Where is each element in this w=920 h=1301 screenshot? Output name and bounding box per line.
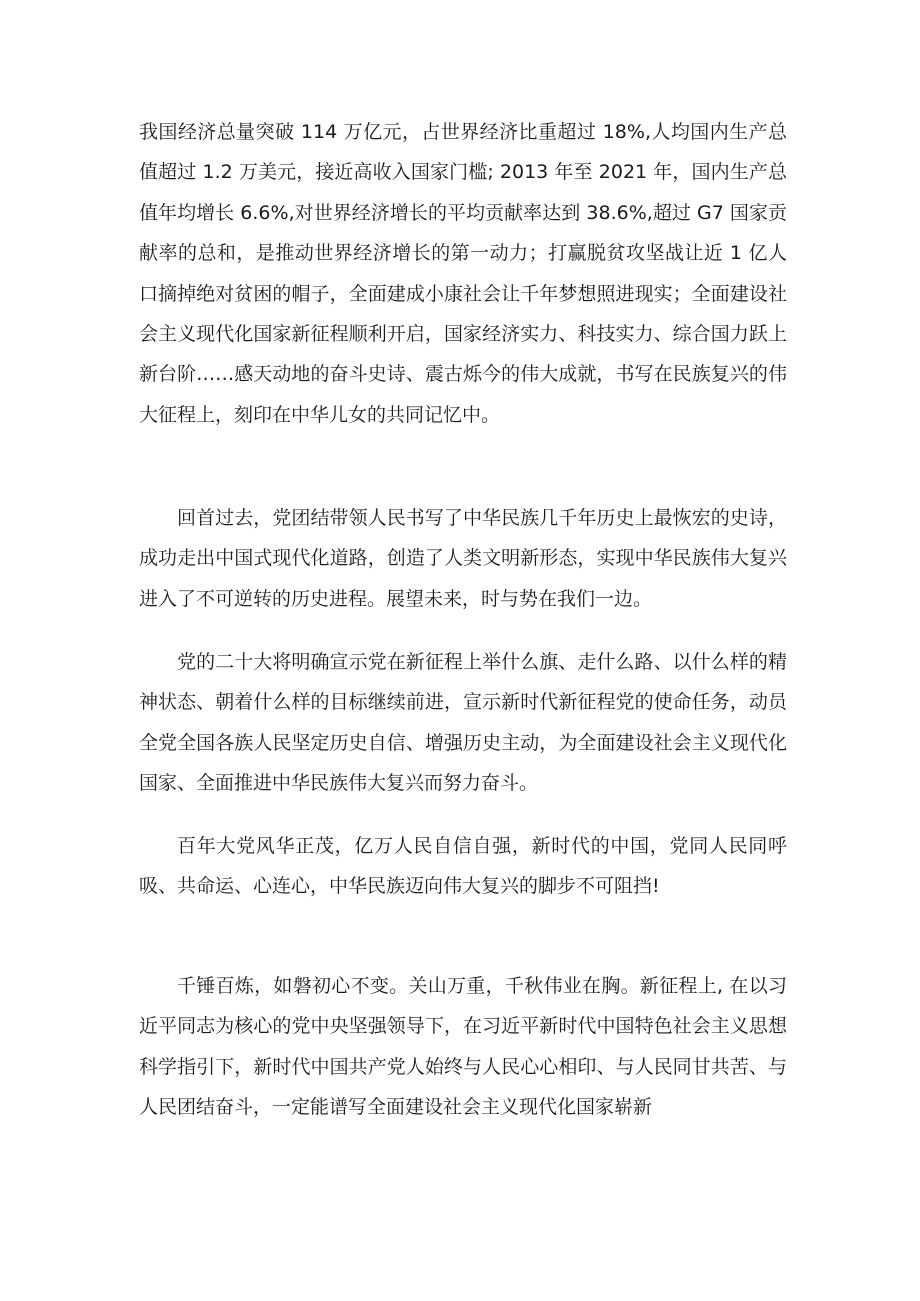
paragraph-looking-back: 回首过去，党团结带领人民书写了中华民族几千年历史上最恢宏的史诗，成功走出中国式现代化道路，创造了人类文明新形态，实现中华民族伟大复兴进入了不可逆转的历史进程。展望未来，时与势在我们一边。 [139, 507, 787, 610]
paragraph-economy-achievements: 我国经济总量突破 114 万亿元，占世界经济比重超过 18%,人均国内生产总值超过 1.2 万美元，接近高收入国家门槛; 2013 年至 2021 年，国内生产总值年均增长 6.6%,对世界经济增长的平均贡献率达到 38.6%,超过 G7 国家贡献率的总和，是推动世界经济增长的第一动力；打赢脱贫攻坚战让近 1 亿人口摘掉绝对贫困的帽子，全面建成小康社会让千年梦想照进现实；全面建设社会主义现代化国家新征程顺利开启，国家经济实力、科技实力、综合国力跃上新台阶……感天动地的奋斗史诗、震古烁今的伟大成就，书写在民族复兴的伟大征程上，刻印在中华儿女的共同记忆中。 [139, 121, 787, 426]
paragraph-twentieth-congress: 党的二十大将明确宣示党在新征程上举什么旗、走什么路、以什么样的精神状态、朝着什么样的目标继续前进，宣示新时代新征程党的使命任务，动员全党全国各族人民坚定历史自信、增强历史主动，为全面建设社会主义现代化国家、全面推进中华民族伟大复兴而努力奋斗。 [139, 651, 787, 795]
paragraph-centennial-party: 百年大党风华正茂，亿万人民自信自强，新时代的中国，党同人民同呼吸、共命运、心连心，中华民族迈向伟大复兴的脚步不可阻挡! [139, 835, 787, 898]
paragraph-new-journey: 千锤百炼，如磐初心不变。关山万重，千秋伟业在胸。新征程上, 在以习近平同志为核心的党中央坚强领导下，在习近平新时代中国特色社会主义思想科学指引下，新时代中国共产党人始终与人民心心相印、与人民同甘共苦、与人民团结奋斗，一定能谱写全面建设社会主义现代化国家崭新 [139, 975, 787, 1119]
